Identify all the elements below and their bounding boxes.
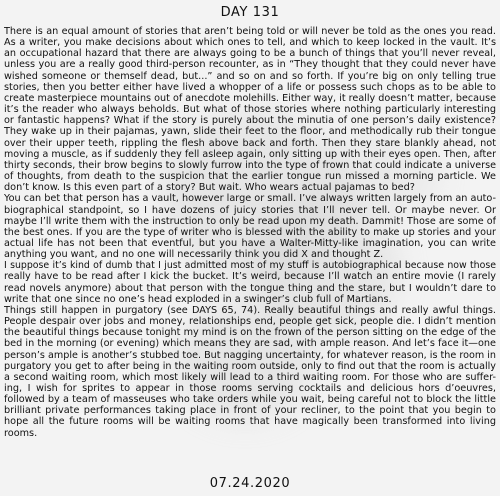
text-line: Things still happen in purgatory (see DAYS 65, 74). Really beautiful things and really awful things. xyxy=(4,304,496,316)
text-line: over their upper teeth, rippling the flesh above back and forth. Then they stare blankly ahead, not xyxy=(4,137,496,149)
text-line: People despair over jobs and money, relationships end, people get sick, people die. I didn’t mention xyxy=(4,316,496,328)
text-line: bed in the morning (or evening) which means they are sad, with ample reason. And let’s face it—one xyxy=(4,338,496,350)
text-line: an occupational hazard that there are always going to be a bunch of things that you’ll never reveal, xyxy=(4,48,496,60)
text-line: person’s ample is another’s stubbed toe. But nagging uncertainty, for whatever reason, is the room in xyxy=(4,349,496,361)
text-line: rooms. xyxy=(4,427,38,439)
text-line: stories, then you better either have lived a whopper of a life or possess such chops as to be able to xyxy=(4,81,496,93)
text-line: You can bet that person has a vault, however large or small. I’ve always written largely from an auto- xyxy=(4,193,496,205)
text-line: purgatory you get to after being in the waiting room outside, only to find out that the room is actually xyxy=(4,360,496,372)
body-text xyxy=(4,26,496,439)
paragraph xyxy=(4,26,496,193)
text-line: hope all the future rooms will be waiting rooms that have magically been transformed into living xyxy=(4,416,496,428)
text-line: wished someone or themself dead, but...” and so on and so forth. If you’re big on only telling true xyxy=(4,70,496,82)
text-line: really have to be read after I kick the bucket. It’s weird, because I’ll watch an entire movie (I rarely xyxy=(4,271,496,283)
text-line: As a writer, you make decisions about which ones to tell, and which to keep locked in the vault. It’s xyxy=(4,37,496,49)
text-line: create masterpiece mountains out of anecdote molehills. Either way, it really doesn’t matter, because xyxy=(4,92,496,104)
text-line: I suppose it’s kind of dumb that I just admitted most of my stuff is autobiographical because now those xyxy=(4,260,496,272)
text-line: the best ones. If you are the type of writer who is blessed with the ability to make up stories and your xyxy=(4,226,496,238)
text-line: the beautiful things because tonight my mind is on the frown of the person sitting on the edge of the xyxy=(4,327,496,339)
paragraph xyxy=(4,305,496,439)
text-line: ing, I wish for sprites to appear in those rooms serving cocktails and delicious hors d’oeuvres, xyxy=(4,383,496,394)
text-line: actual life has not been that eventful, but you have a Walter-Mitty-like imagination, you can write xyxy=(4,237,496,249)
text-line: write that one since no one’s head exploded in a swinger’s club full of Martians. xyxy=(4,293,392,305)
text-line: it’s the reader who always beholds. But what of those stories where nothing particularly interesting xyxy=(4,104,496,116)
text-line: unless you are a really good third-person recounter, as in “They thought that they could never have xyxy=(4,59,496,71)
text-line: There is an equal amount of stories that aren’t being told or will never be told as the ones you read. xyxy=(4,26,496,37)
text-line: read novels anymore) about that person with the tongue thing and the stare, but I wouldn’t dare to xyxy=(4,282,496,294)
paragraph xyxy=(4,260,496,305)
page-title: DAY 131 xyxy=(220,5,280,20)
text-line: of thoughts, from death to the suspicion that the earlier tongue run missed a morning particle. We xyxy=(4,171,496,183)
text-line: a second waiting room, which most likely will lead to a third waiting room. For those who are suffer- xyxy=(4,371,496,383)
text-line: or fantastic happens? What if the story is purely about the minutia of one person’s daily existence? xyxy=(4,115,496,127)
text-line: moving a muscle, as if suddenly they fell asleep again, only sitting up with their eyes open. Then, after xyxy=(4,148,496,160)
paragraph xyxy=(4,193,496,260)
text-line: thirty seconds, their brow begins to slowly furrow into the type of frown that could indicate a universe xyxy=(4,159,496,171)
text-line: maybe I’ll write them with the instruction to only be read upon my death. Dammit! Those are some of xyxy=(4,215,496,227)
text-line: don’t know. Is this even part of a story? But wait. Who wears actual pajamas to bed? xyxy=(4,182,415,194)
footer-date: 07.24.2020 xyxy=(209,476,291,491)
text-line: anything you want, and no one will necessarily think you did X and thought Z. xyxy=(4,249,384,261)
text-line: They wake up in their pajamas, yawn, slide their feet to the floor, and methodically rub their tongue xyxy=(4,126,496,138)
text-line: followed by a team of masseuses who take orders while you wait, being careful not to block the little xyxy=(4,394,496,406)
text-line: biographical standpoint, so I have dozens of juicy stories that I’ll never tell. Or maybe never. Or xyxy=(4,204,496,216)
text-line: brilliant private performances taking place in front of your recliner, to the point that you begin to xyxy=(4,405,496,417)
